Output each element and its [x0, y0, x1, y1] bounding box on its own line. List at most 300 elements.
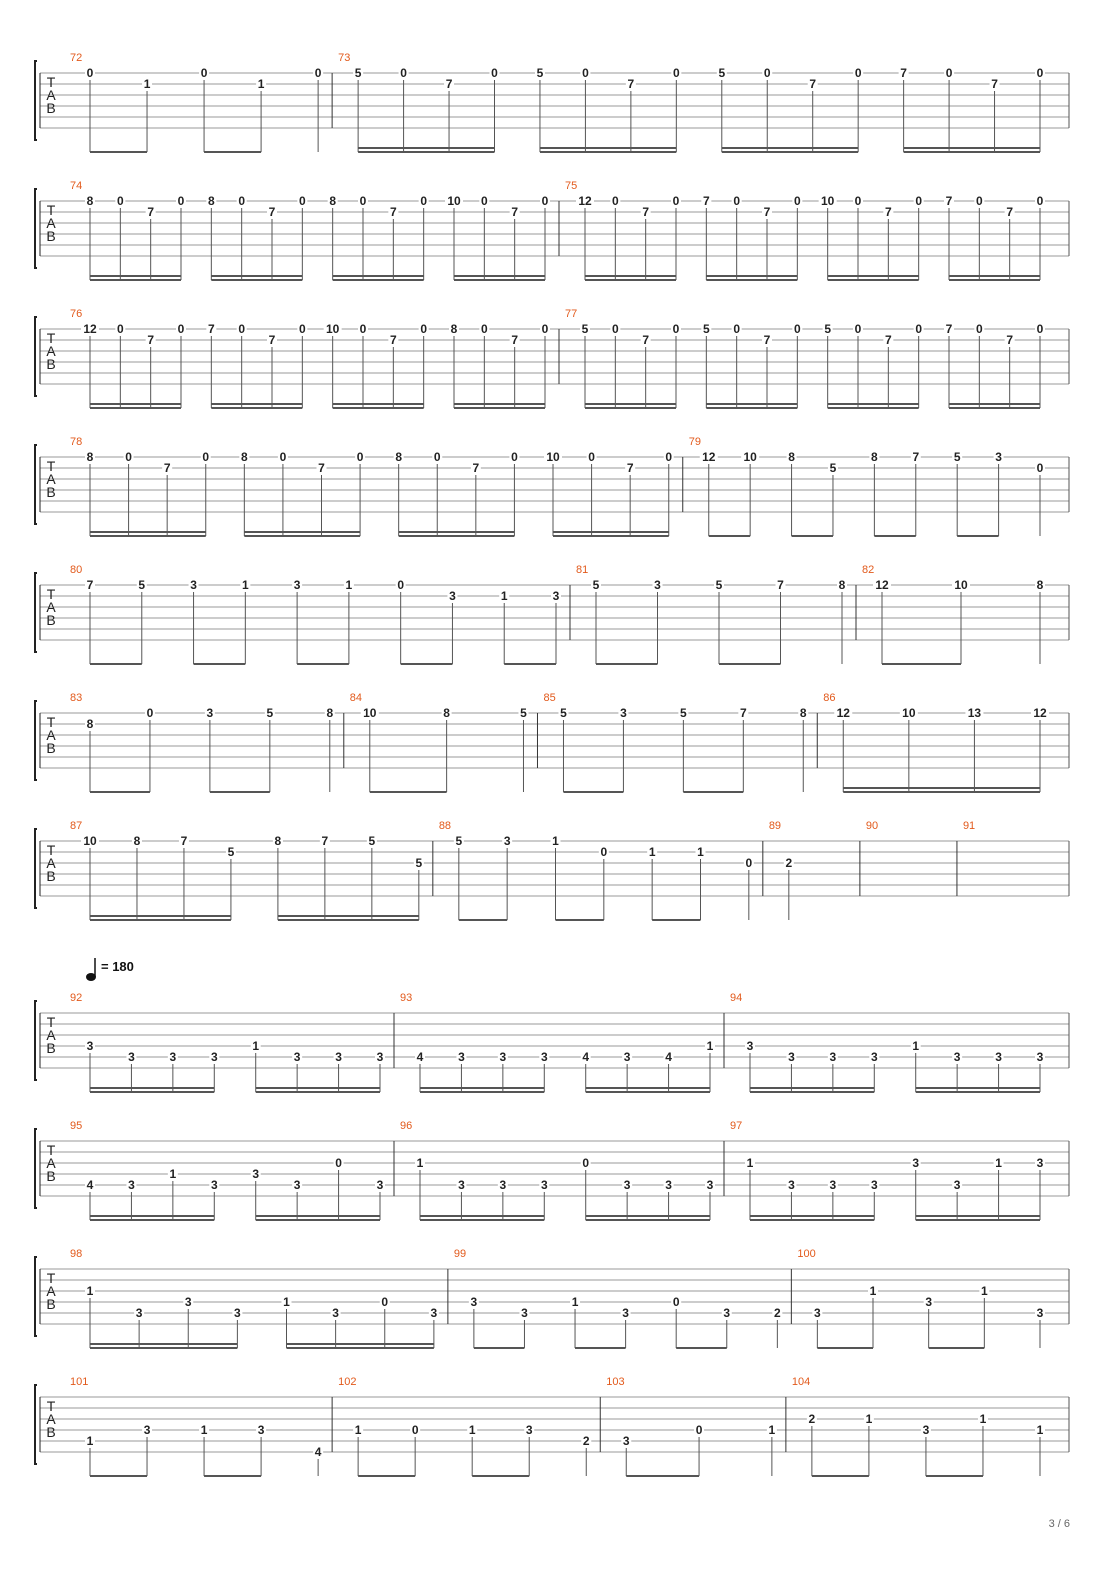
measure-number: 91	[962, 820, 976, 832]
system-bracket	[35, 829, 37, 908]
fret-number: 0	[1036, 66, 1044, 80]
fret-number: 8	[326, 706, 334, 720]
fret-number: 5	[520, 706, 527, 720]
fret-number: 3	[293, 1050, 301, 1064]
system-bracket	[35, 61, 37, 140]
fret-number: 7	[991, 77, 998, 91]
fret-number: 7	[389, 205, 397, 219]
tab-clef-letter: A	[46, 1027, 56, 1043]
fret-number: 7	[626, 461, 634, 475]
fret-number: 0	[279, 450, 287, 464]
system-bracket	[35, 573, 37, 652]
fret-number: 7	[900, 66, 907, 80]
fret-number: 7	[445, 77, 453, 91]
fret-number: 3	[190, 578, 197, 592]
fret-number: 1	[241, 578, 249, 592]
fret-number: 3	[332, 1306, 339, 1320]
fret-number: 1	[648, 845, 656, 859]
fret-number: 0	[125, 450, 132, 464]
fret-number: 3	[995, 450, 1002, 464]
fret-number: 3	[143, 1423, 151, 1437]
fret-number: 3	[746, 1039, 754, 1053]
fret-number: 8	[450, 322, 458, 336]
fret-number: 0	[238, 322, 246, 336]
fret-number: 1	[706, 1039, 714, 1053]
fret-number: 0	[238, 194, 246, 208]
fret-number: 3	[210, 1050, 218, 1064]
fret-number: 0	[695, 1423, 703, 1437]
measure-number: 81	[576, 564, 589, 576]
fret-number: 1	[768, 1423, 776, 1437]
tab-clef-letter: A	[46, 599, 56, 615]
fret-number: 3	[1036, 1156, 1044, 1170]
tab-clef-letter: A	[46, 855, 56, 871]
fret-number: 3	[552, 589, 560, 603]
measure-number: 96	[400, 1120, 413, 1132]
tab-clef-letter: A	[46, 727, 56, 743]
fret-number: 3	[128, 1178, 135, 1192]
fret-number: 0	[433, 450, 441, 464]
fret-number: 7	[763, 205, 771, 219]
measure-number: 103	[606, 1376, 625, 1388]
fret-number: 0	[356, 450, 364, 464]
page-number: 3 / 6	[1048, 1518, 1070, 1530]
fret-number: 1	[252, 1039, 260, 1053]
fret-number: 5	[138, 578, 146, 592]
tab-clef-letter: T	[46, 330, 56, 346]
fret-number: 12	[1033, 706, 1047, 720]
fret-number: 5	[266, 706, 274, 720]
fret-number: 7	[1006, 333, 1014, 347]
fret-number: 4	[86, 1178, 94, 1192]
fret-number: 0	[665, 450, 673, 464]
fret-number: 7	[739, 706, 747, 720]
measure-number: 73	[338, 52, 351, 64]
fret-number: 7	[511, 333, 519, 347]
fret-number: 3	[623, 1178, 631, 1192]
fret-number: 8	[207, 194, 215, 208]
fret-number: 3	[521, 1306, 528, 1320]
fret-number: 0	[298, 194, 306, 208]
system-bracket	[35, 1385, 37, 1464]
fret-number: 7	[147, 205, 155, 219]
tab-clef-letter: B	[46, 612, 56, 628]
measure-number: 76	[70, 308, 83, 320]
fret-number: 5	[702, 322, 710, 336]
fret-number: 0	[541, 322, 549, 336]
fret-number: 0	[733, 194, 741, 208]
fret-number: 0	[400, 66, 407, 80]
tab-clef-letter: T	[46, 1398, 56, 1414]
measure-number: 95	[70, 1120, 83, 1132]
fret-number: 5	[536, 66, 544, 80]
fret-number: 1	[500, 589, 508, 603]
fret-number: 0	[1036, 322, 1044, 336]
fret-number: 7	[809, 77, 817, 91]
fret-number: 0	[397, 578, 405, 592]
fret-number: 0	[177, 322, 185, 336]
measure-number: 80	[70, 564, 83, 576]
fret-number: 3	[788, 1050, 795, 1064]
fret-number: 8	[395, 450, 403, 464]
system-bracket	[35, 1257, 37, 1336]
fret-number: 1	[995, 1156, 1002, 1170]
measure-number: 104	[791, 1376, 811, 1388]
fret-number: 0	[582, 66, 589, 80]
fret-number: 1	[283, 1295, 290, 1309]
fret-number: 8	[274, 834, 282, 848]
tab-clef-letter: B	[46, 1168, 56, 1184]
fret-number: 5	[368, 834, 376, 848]
fret-number: 8	[86, 450, 94, 464]
fret-number: 0	[420, 194, 428, 208]
fret-number: 0	[975, 194, 983, 208]
tab-clef-letter: A	[46, 1283, 56, 1299]
fret-number: 3	[184, 1295, 192, 1309]
fret-number: 13	[967, 706, 982, 720]
fret-number: 4	[314, 1445, 322, 1459]
fret-number: 1	[980, 1284, 988, 1298]
fret-number: 3	[870, 1050, 878, 1064]
fret-number: 0	[672, 322, 680, 336]
measure-number: 77	[565, 308, 578, 320]
fret-number: 7	[180, 834, 188, 848]
measure-number: 88	[438, 820, 452, 832]
fret-number: 3	[953, 1050, 961, 1064]
measure-number: 75	[565, 180, 578, 192]
fret-number: 0	[177, 194, 185, 208]
tab-clef-letter: T	[46, 458, 56, 474]
tab-clef-letter: T	[46, 1270, 56, 1286]
fret-number: 7	[207, 322, 215, 336]
fret-number: 10	[83, 834, 97, 848]
system-bracket	[35, 317, 37, 396]
tab-clef-letter: A	[46, 1155, 56, 1171]
fret-number: 3	[128, 1050, 135, 1064]
fret-number: 3	[470, 1295, 478, 1309]
fret-number: 1	[345, 578, 353, 592]
fret-number: 0	[733, 322, 741, 336]
fret-number: 10	[363, 706, 377, 720]
measure-number: 74	[70, 180, 83, 192]
fret-number: 3	[257, 1423, 265, 1437]
system-bracket	[35, 189, 37, 268]
fret-number: 0	[582, 1156, 590, 1170]
fret-number: 0	[1036, 461, 1044, 475]
fret-number: 8	[799, 706, 807, 720]
fret-number: 0	[202, 450, 210, 464]
fret-number: 1	[697, 845, 704, 859]
fret-number: 3	[829, 1178, 837, 1192]
tab-clef-letter: A	[46, 87, 56, 103]
fret-number: 7	[627, 77, 635, 91]
measure-number: 90	[865, 820, 879, 832]
fret-number: 3	[654, 578, 661, 592]
fret-number: 1	[200, 1423, 208, 1437]
measure-number: 78	[70, 436, 83, 448]
fret-number: 1	[979, 1412, 987, 1426]
fret-number: 0	[480, 194, 488, 208]
measure-number: 100	[797, 1248, 816, 1260]
fret-number: 5	[953, 450, 961, 464]
fret-number: 3	[252, 1167, 260, 1181]
fret-number: 0	[335, 1156, 342, 1170]
fret-number: 3	[829, 1050, 837, 1064]
tab-clef-letter: B	[46, 1424, 56, 1440]
fret-number: 0	[314, 66, 322, 80]
fret-number: 1	[416, 1156, 424, 1170]
tab-clef-letter: B	[46, 484, 56, 500]
measure-number: 85	[543, 692, 556, 704]
fret-number: 10	[820, 194, 835, 208]
fret-number: 0	[672, 1295, 680, 1309]
fret-number: 3	[503, 834, 511, 848]
fret-number: 7	[777, 578, 784, 592]
fret-number: 0	[854, 322, 862, 336]
fret-number: 1	[86, 1284, 94, 1298]
fret-number: 1	[86, 1434, 94, 1448]
fret-number: 5	[715, 578, 723, 592]
measure-number: 84	[349, 692, 363, 704]
fret-number: 8	[838, 578, 846, 592]
tab-clef-letter: A	[46, 343, 56, 359]
fret-number: 7	[763, 333, 771, 347]
fret-number: 3	[135, 1306, 143, 1320]
measure-number: 82	[862, 564, 875, 576]
measure-number: 102	[338, 1376, 357, 1388]
fret-number: 0	[200, 66, 208, 80]
fret-number: 7	[472, 461, 480, 475]
fret-number: 1	[865, 1412, 873, 1426]
fret-number: 12	[702, 450, 716, 464]
fret-number: 5	[824, 322, 832, 336]
fret-number: 3	[430, 1306, 438, 1320]
fret-number: 7	[318, 461, 325, 475]
fret-number: 0	[915, 194, 923, 208]
tab-clef-letter: B	[46, 1040, 56, 1056]
fret-number: 0	[588, 450, 595, 464]
fret-number: 3	[458, 1178, 465, 1192]
tab-clef-letter: B	[46, 100, 56, 116]
fret-number: 7	[163, 461, 171, 475]
fret-number: 1	[869, 1284, 877, 1298]
fret-number: 8	[871, 450, 878, 464]
fret-number: 8	[133, 834, 141, 848]
fret-number: 10	[743, 450, 757, 464]
fret-number: 0	[359, 194, 367, 208]
fret-number: 3	[620, 706, 627, 720]
fret-number: 0	[541, 194, 549, 208]
fret-number: 10	[954, 578, 968, 592]
fret-number: 5	[829, 461, 837, 475]
tempo-marking: = 180	[101, 959, 134, 974]
fret-number: 7	[511, 205, 519, 219]
fret-number: 3	[870, 1178, 878, 1192]
tab-clef-letter: B	[46, 1296, 56, 1312]
fret-number: 3	[499, 1050, 507, 1064]
fret-number: 0	[146, 706, 154, 720]
fret-number: 12	[578, 194, 592, 208]
fret-number: 0	[763, 66, 771, 80]
fret-number: 3	[623, 1050, 631, 1064]
fret-number: 5	[455, 834, 463, 848]
fret-number: 0	[745, 856, 753, 870]
fret-number: 3	[540, 1050, 548, 1064]
fret-number: 4	[582, 1050, 590, 1064]
fret-number: 0	[420, 322, 428, 336]
fret-number: 0	[511, 450, 518, 464]
fret-number: 2	[774, 1306, 781, 1320]
fret-number: 3	[206, 706, 214, 720]
fret-number: 12	[83, 322, 97, 336]
fret-number: 0	[86, 66, 94, 80]
fret-number: 3	[458, 1050, 465, 1064]
measure-number: 98	[70, 1248, 83, 1260]
fret-number: 8	[1036, 578, 1044, 592]
fret-number: 0	[116, 194, 124, 208]
fret-number: 8	[86, 194, 94, 208]
fret-number: 0	[611, 194, 619, 208]
fret-number: 3	[86, 1039, 94, 1053]
fret-number: 1	[354, 1423, 362, 1437]
system-bracket	[35, 445, 37, 524]
tab-clef-letter: A	[46, 471, 56, 487]
fret-number: 3	[922, 1423, 930, 1437]
fret-number: 7	[268, 205, 276, 219]
fret-number: 3	[376, 1050, 384, 1064]
fret-number: 3	[925, 1295, 933, 1309]
measure-number: 87	[70, 820, 83, 832]
fret-number: 5	[415, 856, 423, 870]
fret-number: 7	[642, 205, 650, 219]
fret-number: 3	[335, 1050, 342, 1064]
fret-number: 3	[293, 1178, 301, 1192]
fret-number: 7	[321, 834, 329, 848]
fret-number: 1	[143, 77, 151, 91]
fret-number: 10	[902, 706, 916, 720]
fret-number: 0	[854, 194, 862, 208]
system-bracket	[35, 1129, 37, 1208]
fret-number: 3	[234, 1306, 241, 1320]
fret-number: 3	[499, 1178, 507, 1192]
fret-number: 5	[227, 845, 235, 859]
fret-number: 12	[875, 578, 889, 592]
fret-number: 0	[793, 194, 801, 208]
fret-number: 0	[672, 194, 680, 208]
fret-number: 0	[480, 322, 488, 336]
fret-number: 3	[912, 1156, 920, 1170]
fret-number: 0	[116, 322, 124, 336]
fret-number: 3	[723, 1306, 731, 1320]
fret-number: 1	[746, 1156, 754, 1170]
measure-number: 92	[70, 992, 83, 1004]
fret-number: 1	[257, 77, 265, 91]
fret-number: 7	[884, 333, 892, 347]
fret-number: 8	[240, 450, 248, 464]
fret-number: 1	[912, 1039, 920, 1053]
fret-number: 0	[915, 322, 923, 336]
fret-number: 1	[169, 1167, 177, 1181]
fret-number: 7	[884, 205, 892, 219]
fret-number: 5	[680, 706, 687, 720]
measure-number: 89	[768, 820, 782, 832]
measure-number: 86	[823, 692, 836, 704]
fret-number: 7	[147, 333, 155, 347]
fret-number: 0	[491, 66, 498, 80]
measure-number: 83	[70, 692, 83, 704]
fret-number: 2	[582, 1434, 590, 1448]
fret-number: 8	[788, 450, 795, 464]
fret-number: 7	[702, 194, 710, 208]
fret-number: 10	[447, 194, 461, 208]
fret-number: 4	[665, 1050, 672, 1064]
fret-number: 3	[449, 589, 456, 603]
tab-clef-letter: A	[46, 215, 56, 231]
tab-clef-letter: B	[46, 868, 56, 884]
fret-number: 1	[468, 1423, 476, 1437]
fret-number: 7	[945, 194, 953, 208]
fret-number: 0	[359, 322, 367, 336]
fret-number: 5	[560, 706, 567, 720]
fret-number: 3	[814, 1306, 821, 1320]
fret-number: 0	[600, 845, 608, 859]
fret-number: 5	[354, 66, 362, 80]
fret-number: 0	[854, 66, 862, 80]
fret-number: 3	[1036, 1306, 1044, 1320]
tab-clef-letter: B	[46, 228, 56, 244]
fret-number: 0	[1036, 194, 1044, 208]
fret-number: 3	[376, 1178, 384, 1192]
measure-number: 99	[453, 1248, 467, 1260]
fret-number: 3	[995, 1050, 1002, 1064]
fret-number: 3	[953, 1178, 961, 1192]
tab-clef-letter: T	[46, 714, 56, 730]
fret-number: 2	[785, 856, 793, 870]
tab-clef-letter: T	[46, 74, 56, 90]
fret-number: 8	[86, 717, 94, 731]
tab-clef-letter: T	[46, 842, 56, 858]
fret-number: 4	[416, 1050, 424, 1064]
tab-clef-letter: A	[46, 1411, 56, 1427]
fret-number: 3	[540, 1178, 548, 1192]
tab-clef-letter: T	[46, 1014, 56, 1030]
fret-number: 7	[1006, 205, 1014, 219]
fret-number: 3	[210, 1178, 218, 1192]
fret-number: 7	[642, 333, 650, 347]
fret-number: 3	[706, 1178, 714, 1192]
fret-number: 3	[665, 1178, 672, 1192]
fret-number: 3	[1036, 1050, 1044, 1064]
measure-number: 79	[688, 436, 701, 448]
fret-number: 1	[552, 834, 559, 848]
fret-number: 3	[525, 1423, 533, 1437]
system-bracket	[35, 701, 37, 780]
fret-number: 12	[836, 706, 850, 720]
fret-number: 5	[718, 66, 726, 80]
measure-number: 94	[730, 992, 743, 1004]
fret-number: 7	[912, 450, 920, 464]
fret-number: 0	[298, 322, 306, 336]
fret-number: 2	[808, 1412, 816, 1426]
fret-number: 0	[672, 66, 680, 80]
fret-number: 8	[443, 706, 450, 720]
fret-number: 3	[293, 578, 301, 592]
fret-number: 3	[622, 1434, 630, 1448]
fret-number: 8	[329, 194, 337, 208]
fret-number: 3	[788, 1178, 795, 1192]
fret-number: 0	[381, 1295, 389, 1309]
fret-number: 10	[325, 322, 340, 336]
